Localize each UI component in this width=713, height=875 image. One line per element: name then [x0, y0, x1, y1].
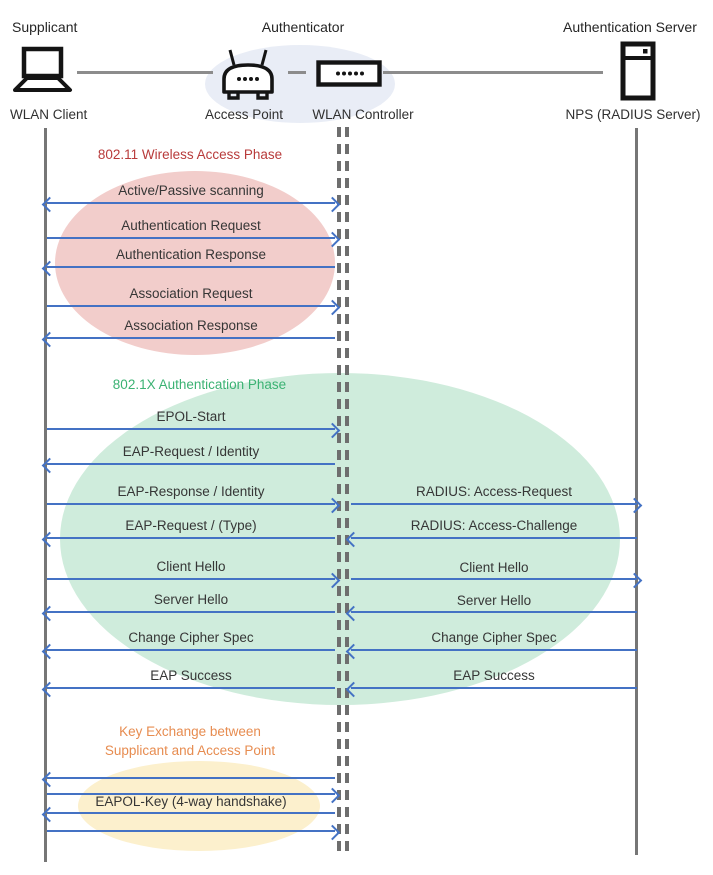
connector-client-ap — [77, 71, 213, 74]
arrowhead-right-icon — [627, 498, 643, 514]
message-arrow-left — [351, 611, 637, 613]
message-arrow-right — [351, 578, 637, 580]
message-label: EAP-Response / Identity — [117, 484, 265, 499]
message-label: RADIUS: Access-Request — [415, 484, 573, 499]
message-arrow-right — [351, 503, 637, 505]
message-arrow-right — [47, 830, 335, 832]
message-label: EAPOL-Key (4-way handshake) — [95, 794, 287, 809]
connector-ap-controller — [288, 71, 306, 74]
actor-title-auth-server: Authentication Server — [563, 19, 697, 35]
message-arrow-left — [47, 611, 335, 613]
phase-title-8021x: 802.1X Authentication Phase — [112, 377, 287, 392]
lifeline-wlan-controller-left — [337, 127, 341, 852]
device-label-wlan-client: WLAN Client — [10, 107, 88, 122]
access-point-icon — [213, 47, 283, 101]
message-label: Client Hello — [459, 560, 529, 575]
message-arrow-left — [47, 687, 335, 689]
server-icon — [620, 41, 656, 101]
message-label: EAP Success — [150, 668, 232, 683]
message-arrow-right — [47, 237, 335, 239]
phase-title-keyexchange-line1: Key Exchange between — [119, 724, 261, 739]
laptop-icon — [8, 46, 76, 96]
message-arrow-right — [47, 305, 335, 307]
message-label: Client Hello — [156, 559, 226, 574]
message-label: Authentication Request — [121, 218, 261, 233]
arrowhead-right-icon — [627, 573, 643, 589]
message-label: EAP Success — [453, 668, 535, 683]
phase-title-keyexchange — [45, 722, 335, 760]
message-arrow-left — [47, 266, 335, 268]
phase-title-80211: 802.11 Wireless Access Phase — [97, 147, 283, 162]
actor-title-supplicant: Supplicant — [12, 19, 78, 35]
message-arrow-bidirectional — [47, 202, 335, 204]
device-label-wlan-controller: WLAN Controller — [312, 107, 414, 122]
message-arrow-left — [47, 777, 335, 779]
message-label: Association Response — [124, 318, 258, 333]
message-label: Active/Passive scanning — [118, 183, 264, 198]
message-label: Server Hello — [153, 592, 229, 607]
message-arrow-left — [47, 463, 335, 465]
connector-controller-server — [383, 71, 603, 74]
device-label-nps-radius: NPS (RADIUS Server) — [565, 107, 701, 122]
message-arrow-left — [351, 537, 637, 539]
wlan-controller-icon — [316, 60, 382, 87]
message-arrow-left — [351, 687, 637, 689]
message-arrow-left — [351, 649, 637, 651]
phase-title-keyexchange-line2: Supplicant and Access Point — [104, 743, 276, 758]
message-label: Authentication Response — [115, 247, 267, 262]
message-label: EAP-Request / Identity — [122, 444, 260, 459]
message-label: EAP-Request / (Type) — [125, 518, 257, 533]
message-arrow-right — [47, 503, 335, 505]
actor-title-authenticator: Authenticator — [261, 19, 345, 35]
message-arrow-right — [47, 578, 335, 580]
device-label-access-point: Access Point — [204, 107, 284, 122]
lifeline-wlan-controller-right — [345, 127, 349, 852]
message-arrow-left — [47, 649, 335, 651]
message-label: RADIUS: Access-Challenge — [410, 518, 578, 533]
message-arrow-left — [47, 812, 335, 814]
message-label: Server Hello — [456, 593, 532, 608]
message-label: Change Cipher Spec — [128, 630, 254, 645]
message-label: Change Cipher Spec — [431, 630, 557, 645]
message-arrow-left — [47, 537, 335, 539]
message-label: EPOL-Start — [156, 409, 226, 424]
message-label: Association Request — [129, 286, 253, 301]
message-arrow-left — [47, 337, 335, 339]
message-arrow-right — [47, 428, 335, 430]
